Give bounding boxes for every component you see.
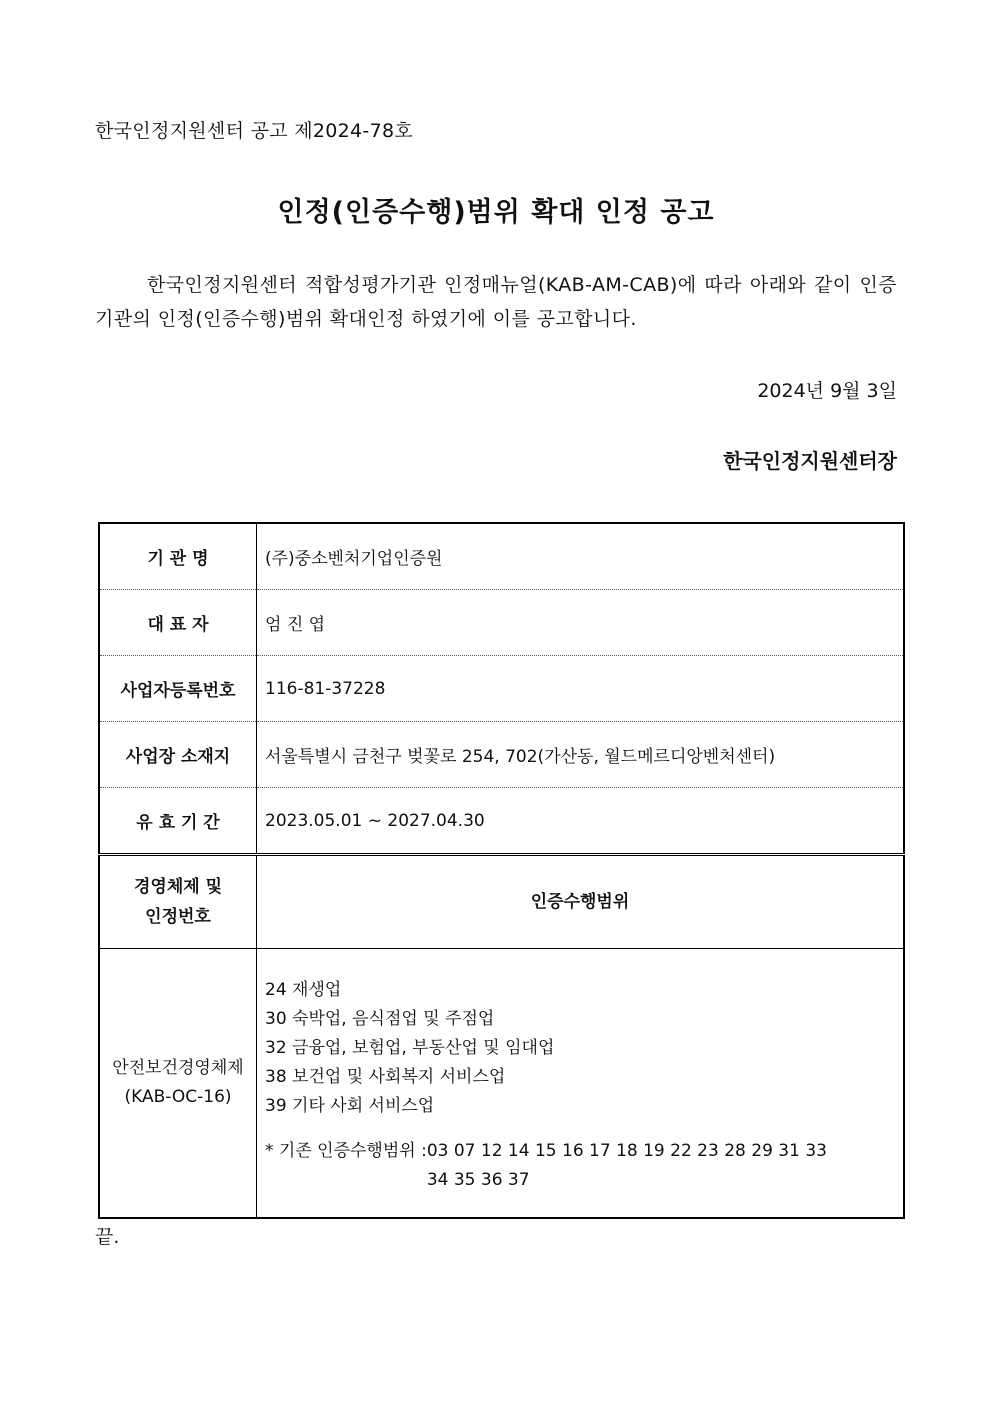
notice-body xyxy=(95,268,897,336)
scope-header-left xyxy=(99,855,257,949)
existing-scope-codes xyxy=(427,1137,895,1195)
scope-header-row xyxy=(99,855,904,949)
row-value: 엄 진 엽 xyxy=(257,590,905,656)
scope-content xyxy=(257,949,905,1219)
list-item: 38 보건업 및 사회복지 서비스업 xyxy=(265,1066,506,1087)
table-row xyxy=(99,590,904,656)
scope-list xyxy=(265,972,895,1121)
table-row xyxy=(99,656,904,722)
scope-header-right: 인증수행범위 xyxy=(257,855,905,949)
row-value: (주)중소벤처기업인증원 xyxy=(257,523,905,590)
list-item: 32 금융업, 보험업, 부동산업 및 임대업 xyxy=(265,1037,555,1058)
issuer-name: 한국인정지원센터장 xyxy=(723,449,897,473)
row-label: 유 효 기 간 xyxy=(99,788,257,855)
list-item: 30 숙박업, 음식점업 및 주점업 xyxy=(265,1008,495,1029)
existing-codes-line1: 03 07 12 14 15 16 17 18 19 22 23 28 29 31 33 xyxy=(426,1140,827,1161)
system-name: 안전보건경영체제 xyxy=(112,1058,244,1078)
notice-date: 2024년 9월 3일 xyxy=(757,380,897,402)
system-code: (KAB-OC-16) xyxy=(124,1087,232,1107)
row-label: 사업장 소재지 xyxy=(99,722,257,788)
row-label: 사업자등록번호 xyxy=(99,656,257,722)
scope-body-row xyxy=(99,949,904,1219)
existing-codes-line2: 34 35 36 37 xyxy=(426,1169,530,1190)
notice-number: 한국인정지원센터 공고 제2024-78호 xyxy=(95,120,414,142)
scope-header-left-line1: 경영체제 및 xyxy=(133,877,223,897)
end-mark: 끝. xyxy=(95,1226,120,1248)
notice-body-text: 한국인정지원센터 적합성평가기관 인정매뉴얼(KAB-AM-CAB)에 따라 아래와 같이 인증기관의 인정(인증수행)범위 확대인정 하였기에 이를 공고합니다. xyxy=(95,274,897,330)
management-system xyxy=(99,949,257,1219)
existing-scope-label: * 기존 인증수행범위 : xyxy=(265,1140,427,1161)
table-row xyxy=(99,523,904,590)
list-item: 39 기타 사회 서비스업 xyxy=(265,1095,435,1116)
row-value: 2023.05.01 ~ 2027.04.30 xyxy=(257,788,905,855)
row-label: 기 관 명 xyxy=(99,523,257,590)
scope-header-left-line2: 인정번호 xyxy=(145,907,211,927)
row-value: 116-81-37228 xyxy=(257,656,905,722)
table-row xyxy=(99,722,904,788)
row-value: 서울특별시 금천구 벚꽃로 254, 702(가산동, 월드메르디앙벤처센터) xyxy=(257,722,905,788)
page-title: 인정(인증수행)범위 확대 인정 공고 xyxy=(277,197,715,228)
table-row xyxy=(99,788,904,855)
existing-scope xyxy=(265,1137,895,1195)
accreditation-table xyxy=(98,522,905,1219)
row-label: 대 표 자 xyxy=(99,590,257,656)
list-item: 24 재생업 xyxy=(265,979,342,1000)
